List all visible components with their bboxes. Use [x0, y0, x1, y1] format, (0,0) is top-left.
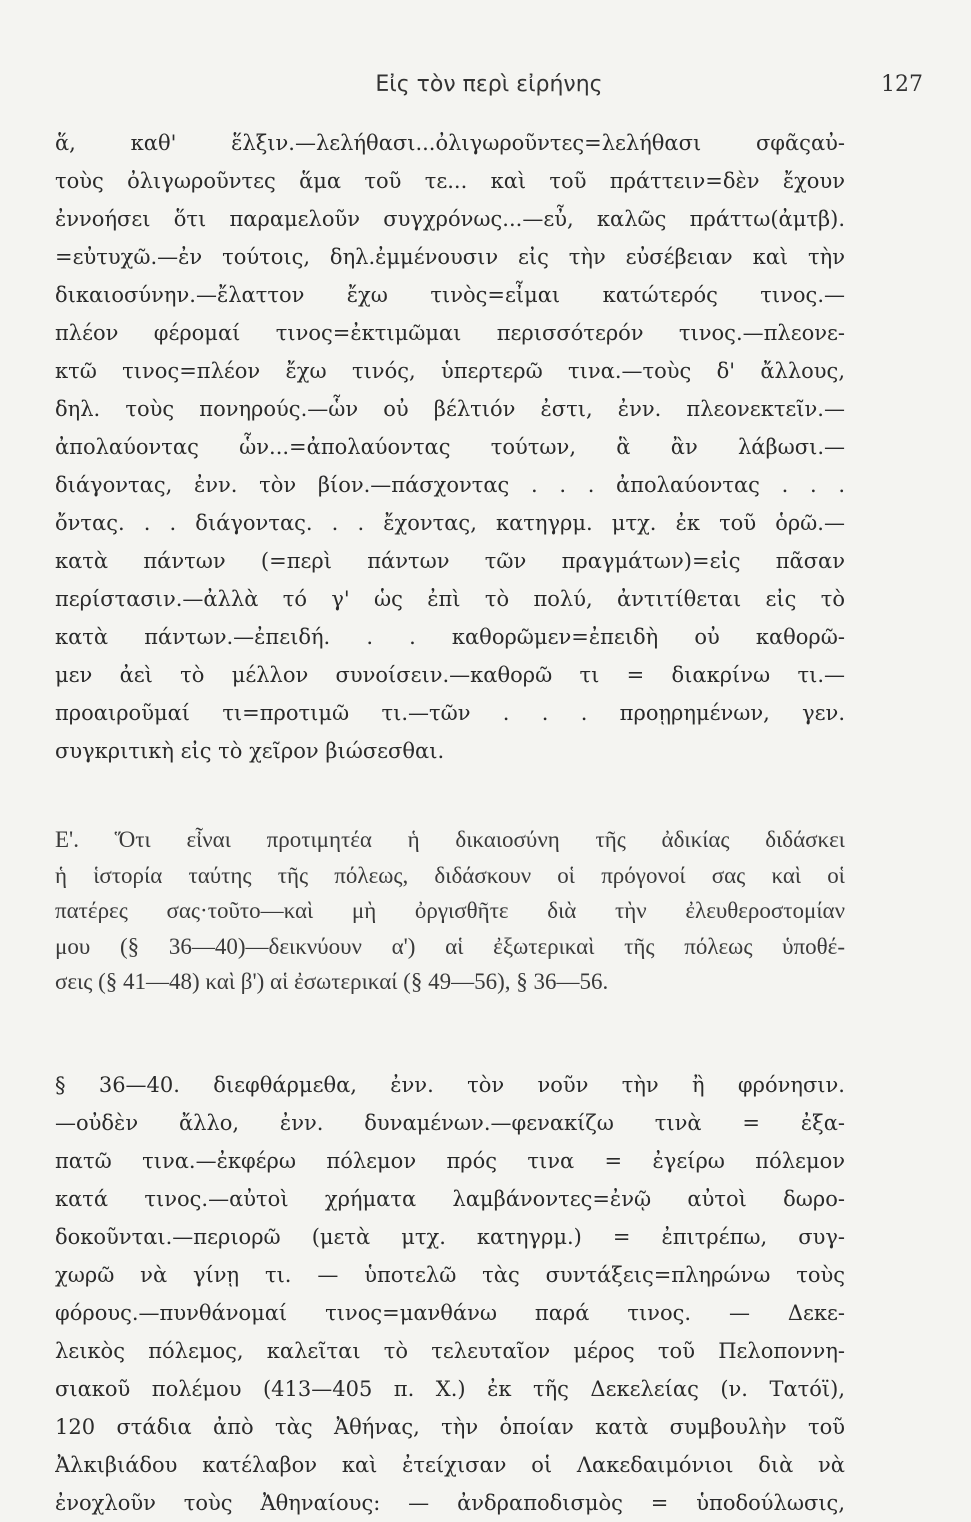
running-title: Εἰς τὸν περὶ εἰρήνης: [375, 72, 603, 97]
text-line: περίστασιν.—ἀλλὰ τό γ' ὡς ἐπὶ τὸ πολύ, ἀντιτίθεται εἰς τὸ: [55, 587, 845, 611]
text-line: πατέρες σας·τοῦτο—καὶ μὴ ὀργισθῆτε διὰ τὴν ἐλευθεροστομίαν: [55, 898, 845, 923]
text-line: πατῶ τινα.—ἐκφέρω πόλεμον πρός τινα = ἐγείρω πόλεμον: [55, 1149, 845, 1173]
text-line: 120 στάδια ἀπὸ τὰς Ἀθήνας, τὴν ὁποίαν κατὰ συμβουλὴν τοῦ: [55, 1415, 845, 1439]
section-summary-paragraph: [55, 822, 845, 1000]
text-line: σιακοῦ πολέμου (413—405 π. Χ.) ἐκ τῆς Δεκελείας (ν. Τατόϊ),: [55, 1377, 845, 1401]
text-line: μεν ἀεὶ τὸ μέλλον συνοίσειν.—καθορῶ τι = διακρίνω τι.—: [55, 663, 845, 687]
text-line: συγκριτικὴ εἰς τὸ χεῖρον βιώσεσθαι.: [55, 739, 445, 763]
text-line: φόρους.—πυνθάνομαί τινος=μανθάνω παρά τινος. — Δεκε-: [55, 1301, 845, 1325]
page-number: 127: [881, 72, 923, 97]
text-line: =εὐτυχῶ.—ἐν τούτοις, δηλ.ἐμμένουσιν εἰς τὴν εὐσέβειαν καὶ τὴν: [55, 245, 845, 269]
text-line: κτῶ τινος=πλέον ἔχω τινός, ὑπερτερῶ τινα.—τοὺς δ' ἄλλους,: [55, 359, 845, 383]
text-line: σεις (§ 41—48) καὶ β') αἱ ἐσωτερικαί (§ 49—56), § 36—56.: [55, 969, 609, 994]
text-line: πλέον φέρομαί τινος=ἐκτιμῶμαι περισσότερόν τινος.—πλεονε-: [55, 321, 845, 345]
text-line: τοὺς ὀλιγωροῦντες ἅμα τοῦ τε... καὶ τοῦ πράττειν=δὲν ἔχουν: [55, 169, 845, 193]
text-line: κατὰ πάντων (=περὶ πάντων τῶν πραγμάτων)=εἰς πᾶσαν: [55, 549, 845, 573]
text-line: ἐνοχλοῦν τοὺς Ἀθηναίους: — ἀνδραποδισμὸς = ὑποδούλωσις,: [55, 1491, 845, 1515]
commentary-notes-bottom: [55, 1066, 845, 1522]
text-line: κατά τινος.—αὐτοὶ χρήματα λαμβάνοντες=ἐνῷ αὐτοὶ δωρο-: [55, 1187, 845, 1211]
text-line: χωρῶ νὰ γίνῃ τι. — ὑποτελῶ τὰς συντάξεις=πληρώνω τοὺς: [55, 1263, 845, 1287]
commentary-notes-top: [55, 124, 845, 770]
running-header: [55, 72, 923, 108]
text-line: § 36—40. διεφθάρμεθα, ἐνν. τὸν νοῦν τὴν ἢ φρόνησιν.: [55, 1073, 845, 1097]
text-line: —οὐδὲν ἄλλο, ἐνν. δυναμένων.—φενακίζω τινὰ = ἐξα-: [55, 1111, 845, 1135]
text-line: δικαιοσύνην.—ἔλαττον ἔχω τινὸς=εἶμαι κατώτερός τινος.—: [55, 283, 845, 307]
text-line: προαιροῦμαί τι=προτιμῶ τι.—τῶν . . . προῃρημένων, γεν.: [55, 701, 845, 725]
text-line: κατὰ πάντων.—ἐπειδή. . . καθορῶμεν=ἐπειδὴ οὐ καθορῶ-: [55, 625, 845, 649]
text-line: ἡ ἱστορία ταύτης τῆς πόλεως, διδάσκουν οἱ πρόγονοί σας καὶ οἱ: [55, 862, 845, 888]
text-line: λεικὸς πόλεμος, καλεῖται τὸ τελευταῖον μέρος τοῦ Πελοποννη-: [55, 1339, 845, 1363]
text-line: δηλ. τοὺς πονηρούς.—ὧν οὐ βέλτιόν ἐστι, ἐνν. πλεονεκτεῖν.—: [55, 397, 845, 421]
text-line: Ἀλκιβιάδου κατέλαβον καὶ ἐτείχισαν οἱ Λακεδαιμόνιοι διὰ νὰ: [55, 1453, 845, 1477]
text-line: ἐννοήσει ὅτι παραμελοῦν συγχρόνως...—εὖ, καλῶς πράττω(ἀμτβ).: [55, 207, 845, 231]
text-line: δοκοῦνται.—περιορῶ (μετὰ μτχ. κατηγρμ.) = ἐπιτρέπω, συγ-: [55, 1225, 845, 1249]
text-line: ἀπολαύοντας ὧν...=ἀπολαύοντας τούτων, ἃ ἂν λάβωσι.—: [55, 435, 845, 459]
text-line: μου (§ 36—40)—δεικνύουν α') αἱ ἐξωτερικαὶ τῆς πόλεως ὑποθέ-: [55, 933, 845, 959]
text-line: ὄντας. . . διάγοντας. . . ἔχοντας, κατηγρμ. μτχ. ἐκ τοῦ ὁρῶ.—: [55, 511, 845, 535]
text-line: διάγοντας, ἐνν. τὸν βίον.—πάσχοντας . . . ἀπολαύοντας . . .: [55, 473, 845, 497]
text-line: Ε'. Ὅτι εἶναι προτιμητέα ἡ δικαιοσύνη τῆς ἀδικίας διδάσκει: [55, 827, 845, 852]
text-line: ἅ, καθ' ἕλξιν.—λελήθασι...ὀλιγωροῦντες=λελήθασι σφᾶςαὐ-: [55, 131, 845, 155]
